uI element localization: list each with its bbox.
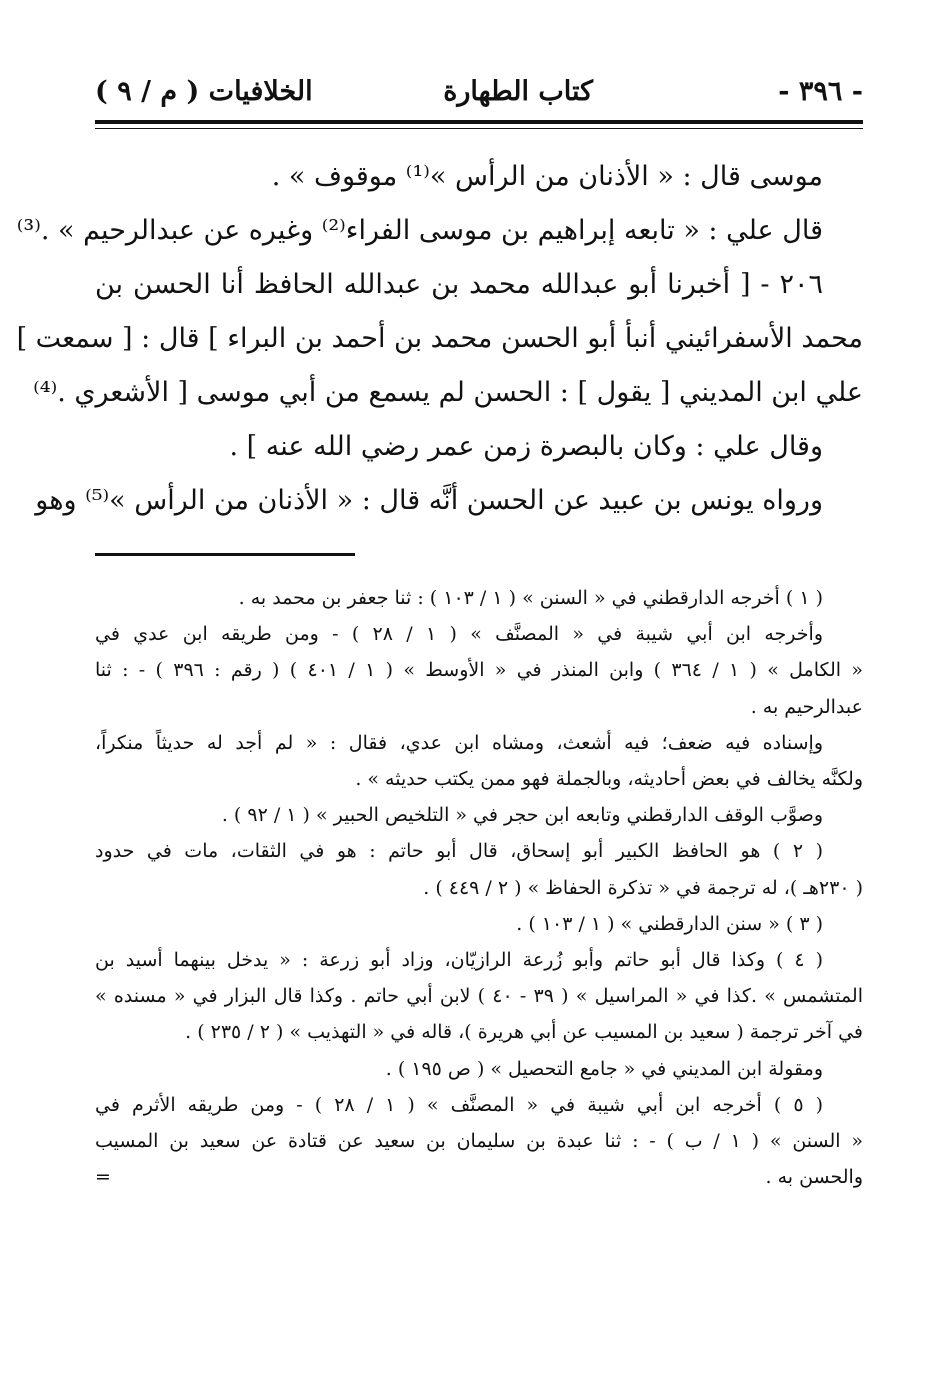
footnote-line: ( ٢٣٠هـ )، له ترجمة في « تذكرة الحفاظ » ( ٢ / ٤٤٩ ) . xyxy=(423,876,863,899)
footnote-line: ( ٣ ) « سنن الدارقطني » ( ١ / ١٠٣ ) . xyxy=(516,912,823,935)
footnote-last-line xyxy=(95,1159,863,1195)
footnote-line: ( ٤ ) وكذا قال أبو حاتم وأبو زُرعة الرازيّان، وزاد أبو زرعة : « يدخل بينهما أسيد بن xyxy=(95,949,824,972)
footnote-line: في آخر ترجمة ( سعيد بن المسيب عن أبي هريرة )، قاله في « التهذيب » ( ٢ / ٢٣٥ ) . xyxy=(185,1021,863,1044)
footnotes xyxy=(95,580,863,1195)
continuation-mark: = xyxy=(95,1166,111,1189)
main-line: علي ابن المديني [ يقول ] : الحسن لم يسمع من أبي موسى [ الأشعري .⁽⁴⁾ xyxy=(33,377,863,408)
footnote-line: ( ٢ ) هو الحافظ الكبير أبو إسحاق، قال أبو حاتم : هو في الثقات، مات في حدود xyxy=(95,840,824,863)
footnote-line: ( ١ ) أخرجه الدارقطني في « السنن » ( ١ / ١٠٣ ) : ثنا جعفر بن محمد به . xyxy=(238,587,823,609)
footnote-line: عبدالرحيم به . xyxy=(750,695,863,718)
header-rule xyxy=(95,120,863,124)
main-line: ٢٠٦ - [ أخبرنا أبو عبدالله محمد بن عبدالله الحافظ أنا الحسن بن xyxy=(95,269,823,300)
footnote-line: ولكنَّه يخالف في بعض أحاديثه، وبالجملة فهو ممن يكتب حديثه » . xyxy=(355,768,863,791)
main-text xyxy=(16,150,863,528)
footnote-separator xyxy=(95,553,355,556)
main-line: محمد الأسفرائيني أنبأ أبو الحسن محمد بن أحمد بن البراء ] قال : [ سمعت ] xyxy=(16,323,863,354)
book-title: كتاب الطهارة xyxy=(443,76,593,107)
main-line: قال علي : « تابعه إبراهيم بن موسى الفراء⁽²⁾ وغيره عن عبدالرحيم » .⁽³⁾ xyxy=(16,215,823,246)
footnote-line: وإسناده فيه ضعف؛ فيه أشعث، ومشاه ابن عدي، فقال : « لم أجد له حديثاً منكراً، xyxy=(95,731,823,754)
main-line: ورواه يونس بن عبيد عن الحسن أنَّه قال : « الأذنان من الرأس »⁽⁵⁾ وهو xyxy=(35,485,823,516)
book-page xyxy=(16,60,864,1340)
footnote-line: ( ٥ ) أخرجه ابن أبي شيبة في « المصنَّف » ( ١ / ٢٨ ) - ومن طريقه الأثرم في xyxy=(95,1093,823,1116)
main-line: وقال علي : وكان بالبصرة زمن عمر رضي الله عنه ] . xyxy=(229,431,823,462)
header-rule-thin xyxy=(95,128,863,129)
footnote-line: « السنن » ( ١ / ب ) - : ثنا عبدة بن سليمان بن سعيد عن قتادة عن سعيد بن المسيب xyxy=(95,1130,863,1153)
page-number: - ٣٩٦ - xyxy=(778,76,863,107)
page-header xyxy=(95,72,863,112)
footnote-line: المتشمس » .كذا في « المراسيل » ( ٣٩ - ٤٠ ) لابن أبي حاتم . وكذا قال البزار في « مسنده » xyxy=(95,985,863,1008)
footnote-line: وصوَّب الوقف الدارقطني وتابعه ابن حجر في « التلخيص الحبير » ( ١ / ٩٢ ) . xyxy=(221,804,823,827)
footnote-line: وأخرجه ابن أبي شيبة في « المصنَّف » ( ١ / ٢٨ ) - ومن طريقه ابن عدي في xyxy=(95,623,823,646)
section-title: الخلافيات ( م / ٩ ) xyxy=(95,76,313,107)
footnote-line: والحسن به . xyxy=(765,1166,863,1189)
footnote-line: « الكامل » ( ١ / ٣٦٤ ) وابن المنذر في « الأوسط » ( ١ / ٤٠١ ) ( رقم : ٣٩٦ ) - : ثنا xyxy=(95,659,864,682)
main-line: موسى قال : « الأذنان من الرأس »⁽¹⁾ موقوف » . xyxy=(271,161,823,192)
footnote-line: ومقولة ابن المديني في « جامع التحصيل » ( ص ١٩٥ ) . xyxy=(385,1057,823,1080)
